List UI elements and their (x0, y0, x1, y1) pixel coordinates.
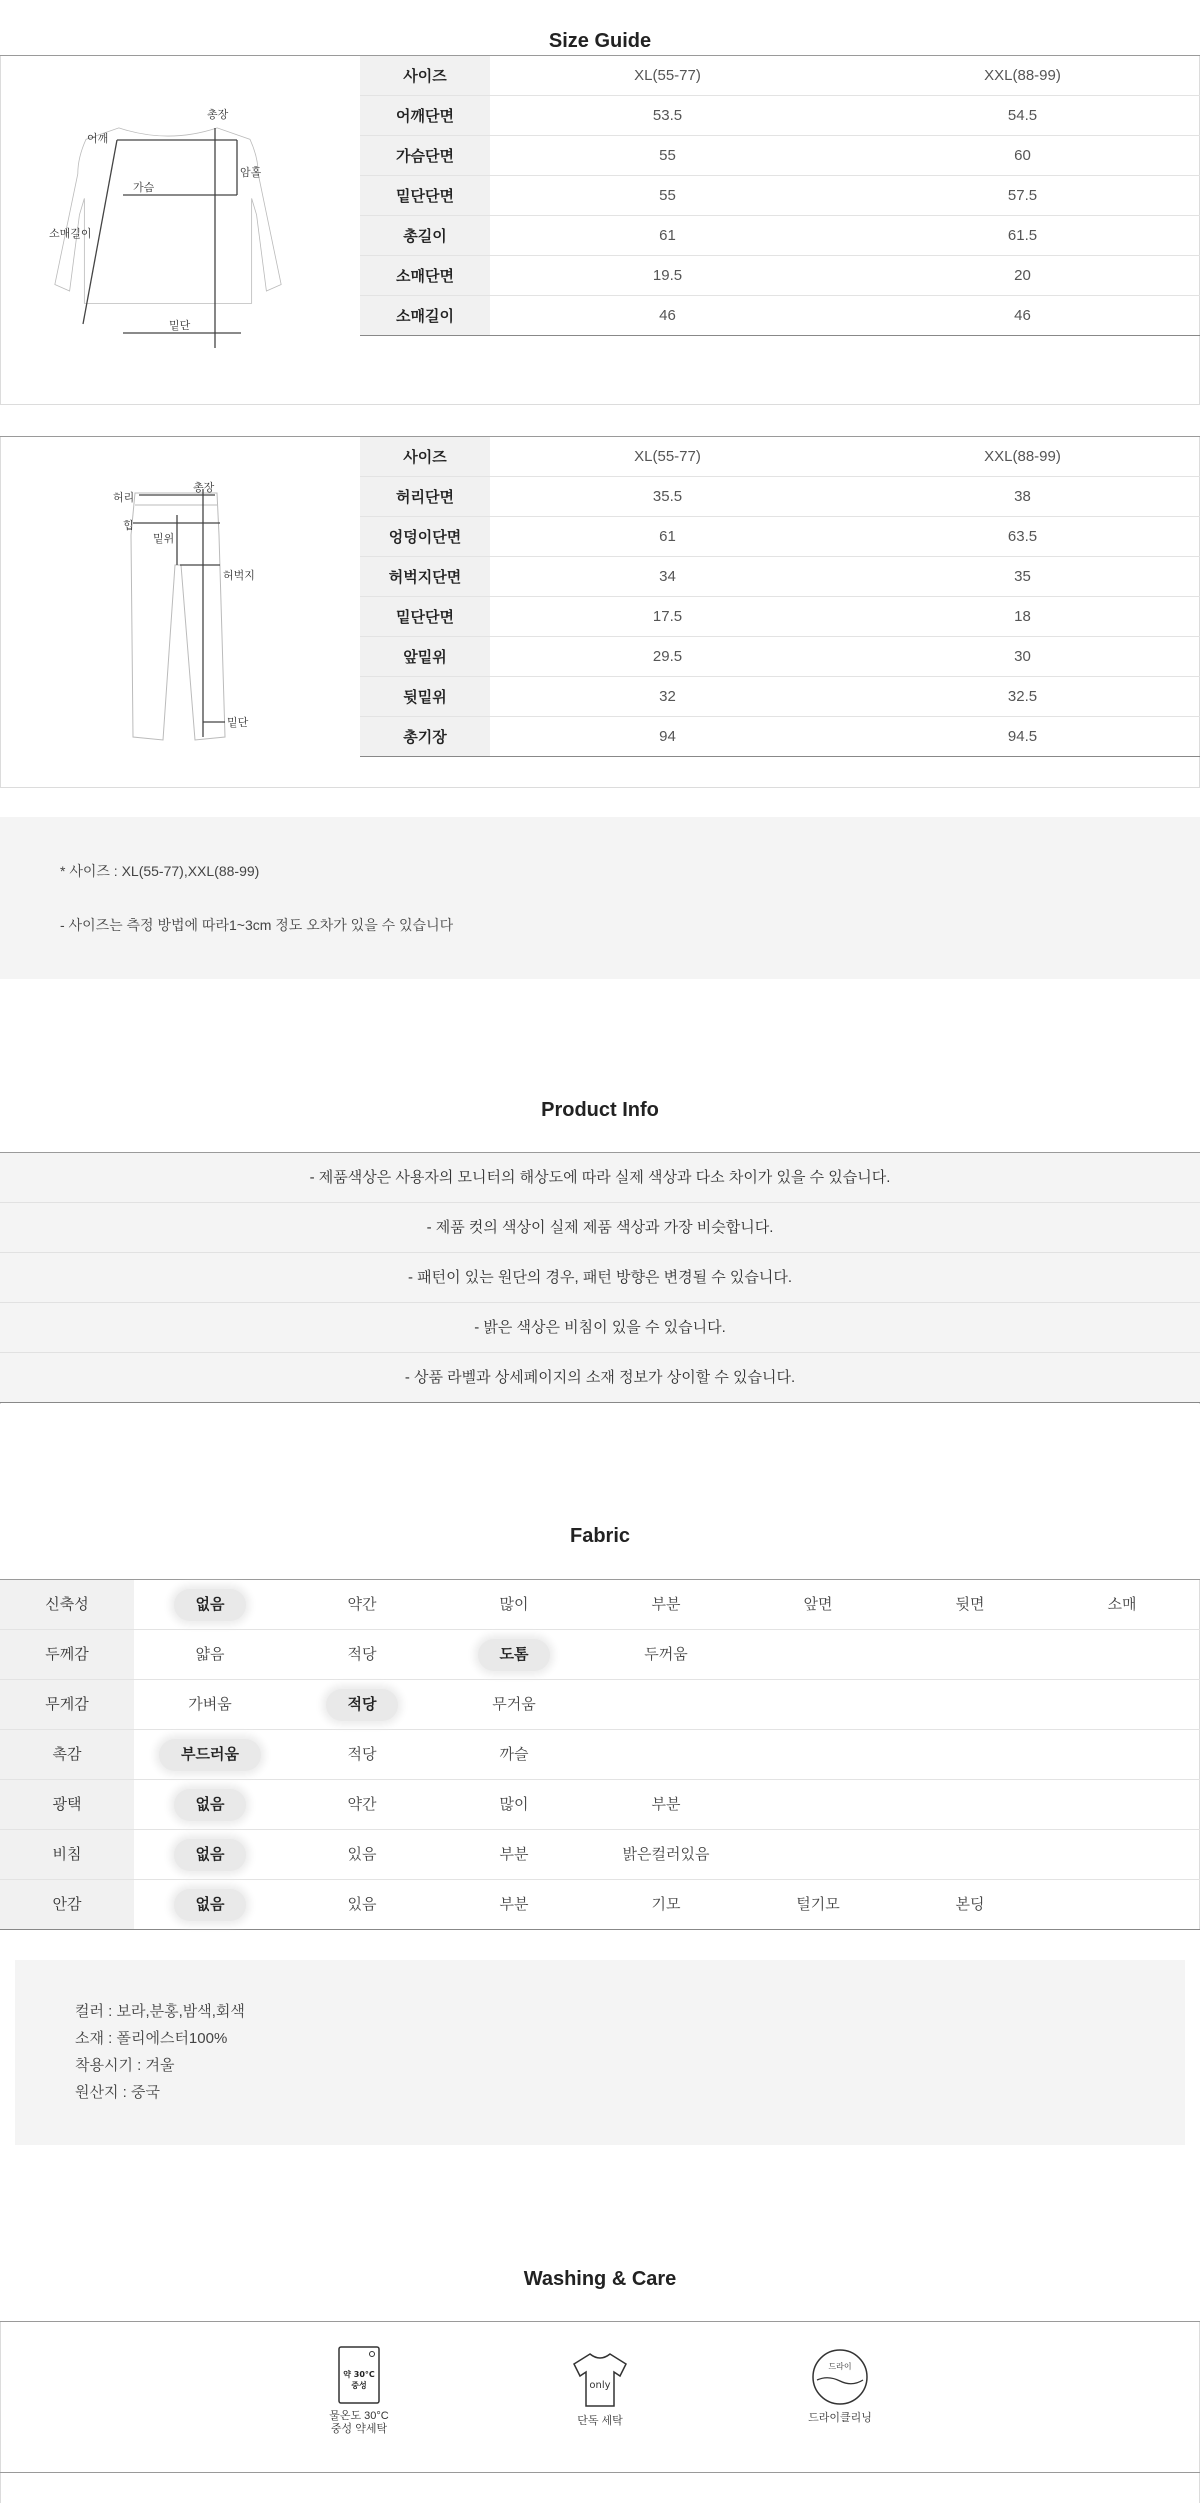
fabric-option: 얇음 (195, 1646, 225, 1663)
fabric-row-gloss (0, 1780, 1200, 1830)
separate-wash-text: only (589, 2380, 611, 2391)
table-cell: 어깨단면 (360, 96, 490, 136)
detail-season: 착용시기 : 겨울 (75, 2057, 175, 2074)
table-cell: 57.5 (845, 176, 1200, 216)
fabric-option: 까슬 (499, 1746, 529, 1763)
table-header-cell: XXL(88-99) (845, 437, 1200, 477)
table-cell: 뒷밑위 (360, 677, 490, 717)
fabric-option: 무거움 (492, 1696, 536, 1713)
product-details-box (15, 1960, 1185, 2145)
hand-wash-icon (335, 2345, 383, 2405)
pants-measurement-diagram (105, 475, 275, 750)
table-row (360, 677, 1200, 717)
table-cell: 55 (490, 176, 845, 216)
fabric-row-touch (0, 1730, 1200, 1780)
fabric-option: 없음 (134, 1580, 286, 1629)
washing-title: Washing & Care (523, 2268, 677, 2290)
table-cell: 55 (490, 136, 845, 176)
table-cell: 34 (490, 557, 845, 597)
table-row (360, 557, 1200, 597)
table-row (360, 96, 1200, 136)
table-row (360, 296, 1200, 336)
fabric-option: 가벼움 (188, 1696, 232, 1713)
washing-item (780, 2347, 900, 2425)
table-row (360, 637, 1200, 677)
bottom-size-table (360, 436, 1200, 757)
washing-item (540, 2350, 660, 2428)
table-cell: 61 (490, 517, 845, 557)
label-thigh: 허벅지 (223, 570, 255, 582)
table-cell: 32.5 (845, 677, 1200, 717)
table-cell: 30 (845, 637, 1200, 677)
product-info-line: - 제품색상은 사용자의 모니터의 해상도에 따라 실제 색상과 다소 차이가 있을 수 있습니다. (0, 1153, 1200, 1203)
table-cell: 35 (845, 557, 1200, 597)
fabric-option: 부분 (651, 1796, 681, 1813)
table-cell: 46 (490, 296, 845, 336)
table-cell: 38 (845, 477, 1200, 517)
fabric-option: 있음 (347, 1896, 377, 1913)
table-row (360, 56, 1200, 96)
label-armhole: 암홀 (240, 167, 262, 179)
table-cell: 밑단단면 (360, 176, 490, 216)
divider (0, 787, 1200, 788)
table-header-cell: XL(55-77) (490, 56, 845, 96)
table-cell: 허벅지단면 (360, 557, 490, 597)
fabric-row-label: 무게감 (0, 1680, 134, 1729)
table-row (360, 517, 1200, 557)
dry-clean-icon (810, 2347, 870, 2407)
fabric-option: 약간 (347, 1796, 377, 1813)
table-cell: 46 (845, 296, 1200, 336)
fabric-option: 부분 (499, 1846, 529, 1863)
table-cell: 소매길이 (360, 296, 490, 336)
fabric-option: 없음 (134, 1830, 286, 1879)
size-guide-title: Size Guide (548, 30, 652, 52)
fabric-option: 적당 (286, 1680, 438, 1729)
table-cell: 19.5 (490, 256, 845, 296)
fabric-row-label: 광택 (0, 1780, 134, 1829)
table-cell: 18 (845, 597, 1200, 637)
fabric-option: 부분 (651, 1596, 681, 1613)
fabric-option: 앞면 (803, 1596, 833, 1613)
table-cell: 17.5 (490, 597, 845, 637)
fabric-option: 부드러움 (134, 1730, 286, 1779)
table-cell: 허리단면 (360, 477, 490, 517)
fabric-option: 뒷면 (955, 1596, 985, 1613)
fabric-row-thickness (0, 1630, 1200, 1680)
fabric-row-label: 촉감 (0, 1730, 134, 1779)
dry-clean-text: 드라이 (828, 2362, 852, 2371)
fabric-option: 두꺼움 (644, 1646, 688, 1663)
table-header-cell: 사이즈 (360, 437, 490, 477)
fabric-row-stretch (0, 1580, 1200, 1630)
fabric-row-lining (0, 1880, 1200, 1930)
divider (0, 404, 1200, 405)
fabric-option: 밝은컬러있음 (622, 1846, 710, 1863)
table-cell: 53.5 (490, 96, 845, 136)
label-waist: 허리 (113, 492, 135, 504)
top-measurement-diagram (45, 100, 305, 360)
table-cell: 앞밑위 (360, 637, 490, 677)
product-info-line: - 상품 라벨과 상세페이지의 소재 정보가 상이할 수 있습니다. (0, 1353, 1200, 1403)
fabric-option: 없음 (134, 1780, 286, 1829)
divider (0, 2321, 1200, 2322)
table-cell: 54.5 (845, 96, 1200, 136)
separate-wash-icon (570, 2350, 630, 2410)
hand-wash-temp: 약 30°C (343, 2370, 375, 2379)
table-cell: 94 (490, 717, 845, 757)
washing-caption: 드라이클리닝 (808, 2412, 872, 2424)
fabric-option: 도톰 (438, 1630, 590, 1679)
product-info-title: Product Info (541, 1099, 659, 1121)
table-row (360, 256, 1200, 296)
fabric-row-label: 신축성 (0, 1580, 134, 1629)
table-row (360, 717, 1200, 757)
detail-origin: 원산지 : 중국 (75, 2084, 160, 2101)
detail-color: 컬러 : 보라,분홍,밤색,회색 (75, 2003, 245, 2020)
table-row (360, 437, 1200, 477)
fabric-option: 없음 (134, 1880, 286, 1929)
table-cell: 94.5 (845, 717, 1200, 757)
product-info-line: - 패턴이 있는 원단의 경우, 패턴 방향은 변경될 수 있습니다. (0, 1253, 1200, 1303)
table-cell: 61 (490, 216, 845, 256)
table-cell: 61.5 (845, 216, 1200, 256)
size-note: - 사이즈는 측정 방법에 따라1~3cm 정도 오차가 있을 수 있습니다 (60, 917, 454, 933)
washing-caption: 단독 세탁 (577, 2415, 623, 2427)
fabric-option: 적당 (347, 1646, 377, 1663)
table-cell: 가슴단면 (360, 136, 490, 176)
fabric-row-weight (0, 1680, 1200, 1730)
table-row (360, 216, 1200, 256)
table-header-cell: 사이즈 (360, 56, 490, 96)
product-info-line: - 제품 컷의 색상이 실제 제품 색상과 가장 비슷합니다. (0, 1203, 1200, 1253)
label-total-length: 총장 (207, 109, 229, 121)
table-row (360, 477, 1200, 517)
label-chest: 가슴 (133, 182, 155, 194)
label-hem: 밑단 (227, 717, 249, 729)
table-cell: 32 (490, 677, 845, 717)
fabric-option: 많이 (499, 1796, 529, 1813)
table-row (360, 176, 1200, 216)
label-sleeve-length: 소매길이 (49, 228, 92, 240)
hand-wash-detergent: 중성 (351, 2381, 367, 2390)
fabric-option: 기모 (651, 1896, 681, 1913)
label-rise: 밑위 (153, 533, 175, 545)
label-hip: 힙 (123, 520, 134, 532)
fabric-option: 본딩 (955, 1896, 985, 1913)
label-total-length: 총장 (193, 482, 215, 494)
fabric-row-sheer (0, 1830, 1200, 1880)
table-cell: 총길이 (360, 216, 490, 256)
table-header-cell: XL(55-77) (490, 437, 845, 477)
label-hem: 밑단 (169, 320, 191, 332)
table-cell: 29.5 (490, 637, 845, 677)
fabric-title: Fabric (569, 1525, 631, 1547)
table-row (360, 136, 1200, 176)
table-header-cell: XXL(88-99) (845, 56, 1200, 96)
washing-caption: 중성 약세탁 (330, 2423, 388, 2435)
size-notes-box (0, 817, 1200, 979)
fabric-option: 약간 (347, 1596, 377, 1613)
fabric-option: 적당 (347, 1746, 377, 1763)
detail-material: 소재 : 폴리에스터100% (75, 2030, 228, 2047)
product-info-line: - 밝은 색상은 비침이 있을 수 있습니다. (0, 1303, 1200, 1353)
table-cell: 소매단면 (360, 256, 490, 296)
table-cell: 35.5 (490, 477, 845, 517)
label-shoulder: 어깨 (87, 133, 109, 145)
table-cell: 20 (845, 256, 1200, 296)
fabric-option: 털기모 (796, 1896, 840, 1913)
fabric-option: 있음 (347, 1846, 377, 1863)
table-row (360, 597, 1200, 637)
table-cell: 63.5 (845, 517, 1200, 557)
fabric-option: 소매 (1107, 1596, 1137, 1613)
table-cell: 엉덩이단면 (360, 517, 490, 557)
fabric-row-label: 두께감 (0, 1630, 134, 1679)
divider (0, 2472, 1200, 2473)
table-cell: 총기장 (360, 717, 490, 757)
washing-caption: 물온도 30°C (329, 2410, 389, 2422)
size-note: * 사이즈 : XL(55-77),XXL(88-99) (60, 863, 260, 879)
table-cell: 60 (845, 136, 1200, 176)
fabric-row-label: 비침 (0, 1830, 134, 1879)
fabric-option: 부분 (499, 1896, 529, 1913)
top-size-table (360, 55, 1200, 336)
washing-item (299, 2345, 419, 2436)
fabric-row-label: 안감 (0, 1880, 134, 1929)
table-cell: 밑단단면 (360, 597, 490, 637)
fabric-option: 많이 (499, 1596, 529, 1613)
